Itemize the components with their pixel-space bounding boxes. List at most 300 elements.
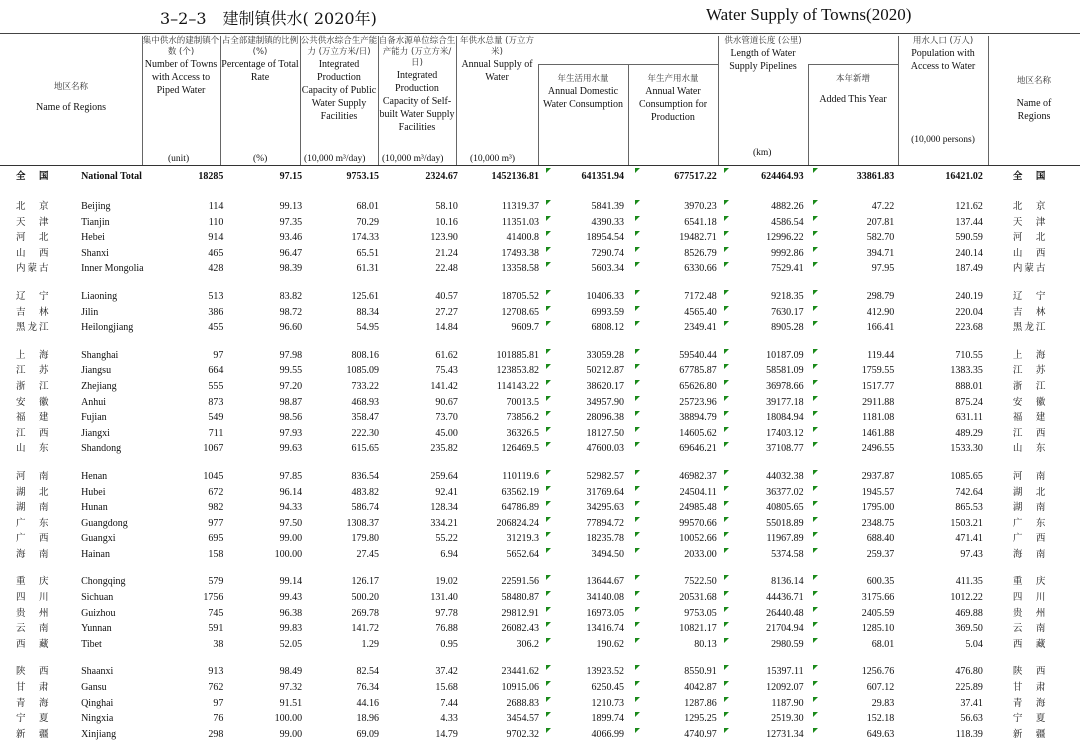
region-name-cn-right: 福 建 bbox=[1012, 412, 1048, 424]
region-name-en: Ningxia bbox=[81, 713, 114, 725]
value-cell: 6250.45 bbox=[545, 680, 634, 696]
region-name-cn: 西 藏 bbox=[16, 638, 51, 650]
region-name-cn-right: 天 津 bbox=[1012, 216, 1048, 228]
value-cell: 269.78 bbox=[351, 607, 380, 619]
region-name-cn-right: 山 西 bbox=[1012, 247, 1048, 259]
value-cell: 12731.34 bbox=[723, 727, 812, 743]
value-cell: 607.12 bbox=[866, 682, 895, 694]
table-row bbox=[0, 199, 1080, 215]
value-cell: 126.17 bbox=[351, 576, 380, 588]
value-cell: 166.41 bbox=[866, 322, 895, 334]
value-cell: 18084.94 bbox=[723, 410, 812, 426]
region-name-en: Gansu bbox=[81, 682, 107, 694]
value-cell: 93.46 bbox=[279, 232, 303, 244]
value-cell: 46982.37 bbox=[634, 469, 723, 485]
region-name-cn: 云 南 bbox=[16, 623, 51, 635]
value-cell: 12708.65 bbox=[464, 305, 545, 321]
value-cell: 114 bbox=[208, 201, 224, 212]
value-cell: 1756 bbox=[203, 592, 224, 604]
region-name-cn: 江 西 bbox=[16, 427, 51, 439]
region-name-cn: 上 海 bbox=[16, 349, 51, 361]
region-name-en: Hebei bbox=[81, 232, 105, 244]
value-cell: 334.21 bbox=[430, 517, 458, 529]
value-cell: 99570.66 bbox=[634, 516, 723, 532]
value-cell: 4882.26 bbox=[723, 199, 812, 215]
value-cell: 69.09 bbox=[356, 728, 380, 740]
value-cell: 25723.96 bbox=[634, 395, 723, 411]
value-cell: 67785.87 bbox=[634, 363, 723, 379]
header-bottom-rule bbox=[0, 165, 1080, 166]
value-cell: 110119.6 bbox=[464, 469, 545, 485]
region-name-en: Tibet bbox=[81, 638, 102, 650]
value-cell: 47.22 bbox=[871, 201, 895, 212]
value-cell: 1085.65 bbox=[950, 470, 983, 482]
value-cell: 54.95 bbox=[356, 322, 380, 334]
table-row bbox=[0, 246, 1080, 262]
value-cell: 31769.64 bbox=[545, 485, 634, 501]
table-row bbox=[0, 230, 1080, 246]
header-population: 用水人口 (万人) Population with Access to Water bbox=[910, 36, 976, 72]
value-cell: 118.39 bbox=[955, 728, 983, 740]
header-selfbuilt-capacity: 自备水源单位综合生产能力 (万立方米/日) Integrated Production Capacity of Self-built Water Supply Facilities bbox=[378, 36, 456, 133]
region-name-cn: 吉 林 bbox=[16, 306, 51, 318]
table-row bbox=[0, 574, 1080, 590]
value-cell: 34957.90 bbox=[545, 395, 634, 411]
value-cell: 745 bbox=[208, 607, 224, 619]
region-name-en: Sichuan bbox=[81, 592, 114, 604]
region-name-cn-right: 重 庆 bbox=[1012, 576, 1048, 588]
table-row bbox=[0, 696, 1080, 712]
value-cell: 20531.68 bbox=[634, 590, 723, 606]
value-cell: 99.00 bbox=[279, 533, 303, 545]
table-row bbox=[0, 637, 1080, 653]
value-cell: 2980.59 bbox=[723, 637, 812, 653]
value-cell: 2496.55 bbox=[861, 443, 895, 455]
value-cell: 50212.87 bbox=[545, 363, 634, 379]
region-name-en: Xinjiang bbox=[81, 728, 117, 740]
value-cell: 1533.30 bbox=[950, 443, 983, 455]
value-cell: 888.01 bbox=[955, 380, 983, 392]
value-cell: 76.88 bbox=[435, 623, 458, 635]
region-name-cn: 北 京 bbox=[16, 201, 51, 212]
region-name-cn: 重 庆 bbox=[16, 576, 51, 588]
value-cell: 97 bbox=[213, 697, 224, 709]
region-name-cn: 贵 州 bbox=[16, 607, 51, 619]
value-cell: 11351.03 bbox=[464, 215, 545, 231]
value-cell: 70013.5 bbox=[464, 395, 545, 411]
value-cell: 631.11 bbox=[955, 412, 983, 424]
value-cell: 3175.66 bbox=[861, 592, 895, 604]
header-pipeline-length: 供水管道长度 (公里) Length of Water Supply Pipelines bbox=[724, 36, 802, 72]
value-cell: 96.38 bbox=[279, 607, 303, 619]
region-name-cn-right: 河 北 bbox=[1012, 232, 1048, 244]
value-cell: 590.59 bbox=[955, 232, 983, 244]
value-cell: 240.14 bbox=[955, 247, 983, 259]
region-name-en: Hunan bbox=[81, 502, 108, 514]
value-cell: 126469.5 bbox=[464, 441, 545, 457]
value-cell: 99.83 bbox=[279, 623, 303, 635]
value-cell: 73856.2 bbox=[464, 410, 545, 426]
value-cell: 39177.18 bbox=[723, 395, 812, 411]
region-name-cn: 青 海 bbox=[16, 697, 51, 709]
value-cell: 1759.55 bbox=[861, 365, 895, 377]
value-cell: 15397.11 bbox=[723, 664, 812, 680]
unit-label: (%) bbox=[253, 154, 268, 164]
value-cell: 17403.12 bbox=[723, 426, 812, 442]
value-cell: 10187.09 bbox=[723, 348, 812, 364]
table-row bbox=[0, 485, 1080, 501]
region-name-cn: 江 苏 bbox=[16, 365, 51, 377]
value-cell: 97.20 bbox=[279, 380, 303, 392]
value-cell: 220.04 bbox=[955, 306, 983, 318]
table-row bbox=[0, 410, 1080, 426]
header-subrule bbox=[538, 64, 718, 65]
value-cell: 7630.17 bbox=[723, 305, 812, 321]
region-name-cn-right: 甘 肃 bbox=[1012, 682, 1048, 694]
value-cell: 369.50 bbox=[955, 623, 983, 635]
value-cell: 18235.78 bbox=[545, 531, 634, 547]
value-cell: 69646.21 bbox=[634, 441, 723, 457]
region-name-cn-right: 内蒙古 bbox=[1012, 263, 1048, 275]
region-name-cn-right: 江 苏 bbox=[1012, 365, 1048, 377]
region-name-cn-right: 云 南 bbox=[1012, 623, 1048, 635]
value-cell: 75.43 bbox=[435, 365, 458, 377]
value-cell: 58581.09 bbox=[723, 363, 812, 379]
header-region-left: 地区名称 Name of Regions bbox=[36, 82, 106, 113]
region-name-cn-right: 新 疆 bbox=[1012, 728, 1048, 740]
region-name-en: Shanghai bbox=[81, 349, 119, 361]
table-row bbox=[0, 261, 1080, 277]
region-name-en: Liaoning bbox=[81, 290, 118, 302]
value-cell: 677517.22 bbox=[634, 167, 723, 187]
region-name-cn: 湖 北 bbox=[16, 486, 51, 498]
value-cell: 4740.97 bbox=[634, 727, 723, 743]
value-cell: 5603.34 bbox=[545, 261, 634, 277]
region-name-en: Zhejiang bbox=[81, 380, 117, 392]
table-row bbox=[0, 363, 1080, 379]
value-cell: 411.35 bbox=[955, 576, 983, 588]
value-cell: 64786.89 bbox=[464, 500, 545, 516]
value-cell: 3494.50 bbox=[545, 547, 634, 563]
header-percentage: 占全部建制镇的比例 (%) Percentage of Total Rate bbox=[221, 36, 299, 83]
value-cell: 10.16 bbox=[435, 216, 458, 228]
value-cell: 555 bbox=[208, 380, 224, 392]
value-cell: 7290.74 bbox=[545, 246, 634, 262]
region-name-cn: 浙 江 bbox=[16, 380, 51, 392]
value-cell: 44436.71 bbox=[723, 590, 812, 606]
region-name-cn: 福 建 bbox=[16, 412, 51, 424]
value-cell: 33059.28 bbox=[545, 348, 634, 364]
region-name-cn-right: 宁 夏 bbox=[1012, 713, 1048, 725]
value-cell: 1210.73 bbox=[545, 696, 634, 712]
table-title-en: Water Supply of Towns(2020) bbox=[706, 5, 912, 24]
region-name-en: Jilin bbox=[81, 306, 99, 318]
value-cell: 121.62 bbox=[955, 201, 983, 212]
value-cell: 1461.88 bbox=[861, 427, 895, 439]
value-cell: 99.14 bbox=[279, 576, 303, 588]
value-cell: 13923.52 bbox=[545, 664, 634, 680]
table-row bbox=[0, 500, 1080, 516]
value-cell: 225.89 bbox=[955, 682, 983, 694]
value-cell: 5374.58 bbox=[723, 547, 812, 563]
region-name-cn: 全 国 bbox=[16, 171, 51, 183]
region-name-cn-right: 海 南 bbox=[1012, 548, 1048, 560]
value-cell: 21704.94 bbox=[723, 621, 812, 637]
value-cell: 56.63 bbox=[960, 713, 983, 725]
value-cell: 97.15 bbox=[279, 171, 303, 183]
region-name-cn-right: 广 东 bbox=[1012, 517, 1048, 529]
value-cell: 45.00 bbox=[435, 427, 458, 439]
value-cell: 125.61 bbox=[351, 290, 380, 302]
value-cell: 11319.37 bbox=[464, 199, 545, 215]
value-cell: 710.55 bbox=[955, 349, 983, 361]
value-cell: 65626.80 bbox=[634, 379, 723, 395]
value-cell: 1308.37 bbox=[346, 517, 380, 529]
value-cell: 1287.86 bbox=[634, 696, 723, 712]
value-cell: 82.54 bbox=[356, 666, 380, 678]
value-cell: 99.43 bbox=[279, 592, 303, 604]
value-cell: 9609.7 bbox=[464, 320, 545, 336]
value-cell: 688.40 bbox=[866, 533, 895, 545]
value-cell: 1.29 bbox=[361, 638, 380, 650]
region-name-en: Guangxi bbox=[81, 533, 116, 545]
value-cell: 808.16 bbox=[351, 349, 380, 361]
value-cell: 672 bbox=[208, 486, 224, 498]
value-cell: 664 bbox=[208, 365, 224, 377]
unit-label: (unit) bbox=[168, 154, 190, 164]
region-name-en: Tianjin bbox=[81, 216, 110, 228]
value-cell: 386 bbox=[208, 306, 224, 318]
value-cell: 5841.39 bbox=[545, 199, 634, 215]
value-cell: 223.68 bbox=[955, 322, 983, 334]
value-cell: 468.93 bbox=[351, 396, 380, 408]
region-name-cn: 广 东 bbox=[16, 517, 51, 529]
value-cell: 5.04 bbox=[965, 638, 983, 650]
value-cell: 90.67 bbox=[435, 396, 458, 408]
region-name-en: Yunnan bbox=[81, 623, 112, 635]
value-cell: 14605.62 bbox=[634, 426, 723, 442]
value-cell: 3454.57 bbox=[464, 711, 545, 727]
value-cell: 455 bbox=[208, 322, 224, 334]
value-cell: 649.63 bbox=[866, 728, 895, 740]
value-cell: 91.51 bbox=[279, 697, 303, 709]
value-cell: 152.18 bbox=[866, 713, 895, 725]
value-cell: 6.94 bbox=[440, 548, 458, 560]
value-cell: 2519.30 bbox=[723, 711, 812, 727]
table-row bbox=[0, 727, 1080, 743]
table-row bbox=[0, 441, 1080, 457]
value-cell: 7172.48 bbox=[634, 289, 723, 305]
value-cell: 123.90 bbox=[430, 232, 458, 244]
value-cell: 206824.24 bbox=[464, 516, 545, 532]
value-cell: 76.34 bbox=[356, 682, 380, 694]
value-cell: 6808.12 bbox=[545, 320, 634, 336]
value-cell: 2937.87 bbox=[861, 470, 895, 482]
value-cell: 33861.83 bbox=[856, 171, 895, 183]
value-cell: 128.34 bbox=[430, 502, 458, 514]
value-cell: 100.00 bbox=[274, 713, 303, 725]
region-name-en: Guangdong bbox=[81, 517, 128, 529]
value-cell: 96.47 bbox=[279, 247, 303, 259]
value-cell: 0.95 bbox=[440, 638, 458, 650]
value-cell: 80.13 bbox=[634, 637, 723, 653]
value-cell: 412.90 bbox=[866, 306, 895, 318]
value-cell: 298.79 bbox=[866, 290, 895, 302]
value-cell: 615.65 bbox=[351, 443, 380, 455]
region-name-en: Shanxi bbox=[81, 247, 109, 259]
value-cell: 582.70 bbox=[866, 232, 895, 244]
value-cell: 8550.91 bbox=[634, 664, 723, 680]
value-cell: 394.71 bbox=[866, 247, 895, 259]
region-name-cn: 甘 肃 bbox=[16, 682, 51, 694]
region-name-cn-right: 全 国 bbox=[1012, 171, 1048, 183]
value-cell: 38894.79 bbox=[634, 410, 723, 426]
value-cell: 16973.05 bbox=[545, 606, 634, 622]
value-cell: 37108.77 bbox=[723, 441, 812, 457]
value-cell: 12092.07 bbox=[723, 680, 812, 696]
value-cell: 14.79 bbox=[435, 728, 458, 740]
value-cell: 70.29 bbox=[356, 216, 380, 228]
region-name-cn: 河 南 bbox=[16, 470, 51, 482]
value-cell: 97.93 bbox=[279, 427, 303, 439]
value-cell: 7529.41 bbox=[723, 261, 812, 277]
value-cell: 98.49 bbox=[279, 666, 303, 678]
group-spacer bbox=[0, 187, 1080, 199]
value-cell: 6541.18 bbox=[634, 215, 723, 231]
value-cell: 137.44 bbox=[955, 216, 983, 228]
value-cell: 10406.33 bbox=[545, 289, 634, 305]
value-cell: 187.49 bbox=[955, 263, 983, 275]
table-row bbox=[0, 348, 1080, 364]
value-cell: 4066.99 bbox=[545, 727, 634, 743]
value-cell: 240.19 bbox=[955, 290, 983, 302]
value-cell: 141.42 bbox=[430, 380, 458, 392]
value-cell: 549 bbox=[208, 412, 224, 424]
value-cell: 36377.02 bbox=[723, 485, 812, 501]
region-name-en: Fujian bbox=[81, 412, 107, 424]
value-cell: 9218.35 bbox=[723, 289, 812, 305]
value-cell: 99.55 bbox=[279, 365, 303, 377]
value-cell: 1383.35 bbox=[950, 365, 983, 377]
value-cell: 10821.17 bbox=[634, 621, 723, 637]
region-name-cn-right: 贵 州 bbox=[1012, 607, 1048, 619]
table-title-cn: 3–2–3 建制镇供水( 2020年) bbox=[160, 9, 377, 28]
value-cell: 58480.87 bbox=[464, 590, 545, 606]
value-cell: 29.83 bbox=[871, 697, 895, 709]
value-cell: 26082.43 bbox=[464, 621, 545, 637]
region-name-cn-right: 上 海 bbox=[1012, 349, 1048, 361]
region-name-cn: 天 津 bbox=[16, 216, 51, 228]
value-cell: 55.22 bbox=[435, 533, 458, 545]
header-annual-supply: 年供水总量 (万立方米) Annual Supply of Water bbox=[459, 36, 535, 83]
value-cell: 358.47 bbox=[351, 412, 380, 424]
region-name-cn-right: 陕 西 bbox=[1012, 666, 1048, 678]
region-name-cn-right: 青 海 bbox=[1012, 697, 1048, 709]
value-cell: 465 bbox=[208, 247, 224, 259]
value-cell: 158 bbox=[208, 548, 224, 560]
value-cell: 100.00 bbox=[274, 548, 303, 560]
value-cell: 98.56 bbox=[279, 412, 303, 424]
region-name-cn-right: 湖 南 bbox=[1012, 502, 1048, 514]
value-cell: 13416.74 bbox=[545, 621, 634, 637]
value-cell: 97.95 bbox=[871, 263, 895, 275]
value-cell: 65.51 bbox=[356, 247, 380, 259]
value-cell: 1899.74 bbox=[545, 711, 634, 727]
value-cell: 58.10 bbox=[435, 201, 458, 212]
value-cell: 98.39 bbox=[279, 263, 303, 275]
value-cell: 13358.58 bbox=[464, 261, 545, 277]
table-row bbox=[0, 289, 1080, 305]
value-cell: 513 bbox=[208, 290, 224, 302]
value-cell: 2688.83 bbox=[464, 696, 545, 712]
table-row bbox=[0, 606, 1080, 622]
value-cell: 18127.50 bbox=[545, 426, 634, 442]
value-cell: 428 bbox=[208, 263, 224, 275]
value-cell: 15.68 bbox=[435, 682, 458, 694]
value-cell: 12996.22 bbox=[723, 230, 812, 246]
region-name-cn: 山 西 bbox=[16, 247, 51, 259]
value-cell: 471.41 bbox=[955, 533, 983, 545]
value-cell: 114143.22 bbox=[464, 379, 545, 395]
value-cell: 1256.76 bbox=[861, 666, 895, 678]
value-cell: 96.14 bbox=[279, 486, 303, 498]
table-row bbox=[0, 664, 1080, 680]
value-cell: 119.44 bbox=[867, 349, 895, 361]
value-cell: 13644.67 bbox=[545, 574, 634, 590]
value-cell: 865.53 bbox=[955, 502, 983, 514]
header-production-consumption: 年生产用水量 Annual Water Consumption for Production bbox=[638, 74, 708, 123]
value-cell: 34295.63 bbox=[545, 500, 634, 516]
unit-label: (km) bbox=[753, 148, 772, 158]
region-name-cn: 辽 宁 bbox=[16, 290, 51, 302]
value-cell: 19482.71 bbox=[634, 230, 723, 246]
value-cell: 873 bbox=[208, 396, 224, 408]
value-cell: 97.78 bbox=[435, 607, 458, 619]
value-cell: 586.74 bbox=[351, 502, 380, 514]
region-name-cn-right: 西 藏 bbox=[1012, 638, 1048, 650]
value-cell: 24504.11 bbox=[634, 485, 723, 501]
header-towns-count: 集中供水的建制镇个数 (个) Number of Towns with Access to Piped Water bbox=[142, 36, 220, 96]
value-cell: 131.40 bbox=[430, 592, 458, 604]
table-row bbox=[0, 531, 1080, 547]
value-cell: 1012.22 bbox=[950, 592, 983, 604]
group-spacer bbox=[0, 652, 1080, 664]
value-cell: 982 bbox=[208, 502, 224, 514]
value-cell: 4042.87 bbox=[634, 680, 723, 696]
value-cell: 98.72 bbox=[279, 306, 303, 318]
value-cell: 1517.77 bbox=[861, 380, 895, 392]
value-cell: 3970.23 bbox=[634, 199, 723, 215]
value-cell: 63562.19 bbox=[464, 485, 545, 501]
header-public-capacity: 公共供水综合生产能力 (万立方米/日) Integrated Production Capacity of Public Water Supply Facilities bbox=[300, 36, 378, 122]
value-cell: 83.82 bbox=[279, 290, 303, 302]
region-name-cn: 宁 夏 bbox=[16, 713, 51, 725]
region-name-cn-right: 吉 林 bbox=[1012, 306, 1048, 318]
value-cell: 579 bbox=[208, 576, 224, 588]
value-cell: 1503.21 bbox=[950, 517, 983, 529]
value-cell: 97 bbox=[213, 349, 224, 361]
value-cell: 591 bbox=[208, 623, 224, 635]
value-cell: 1045 bbox=[203, 470, 224, 482]
header-domestic-consumption: 年生活用水量 Annual Domestic Water Consumption bbox=[542, 74, 624, 110]
value-cell: 19.02 bbox=[435, 576, 458, 588]
value-cell: 110 bbox=[208, 216, 224, 228]
value-cell: 88.34 bbox=[356, 306, 380, 318]
value-cell: 711 bbox=[208, 427, 224, 439]
value-cell: 52982.57 bbox=[545, 469, 634, 485]
value-cell: 28096.38 bbox=[545, 410, 634, 426]
value-cell: 641351.94 bbox=[545, 167, 634, 187]
